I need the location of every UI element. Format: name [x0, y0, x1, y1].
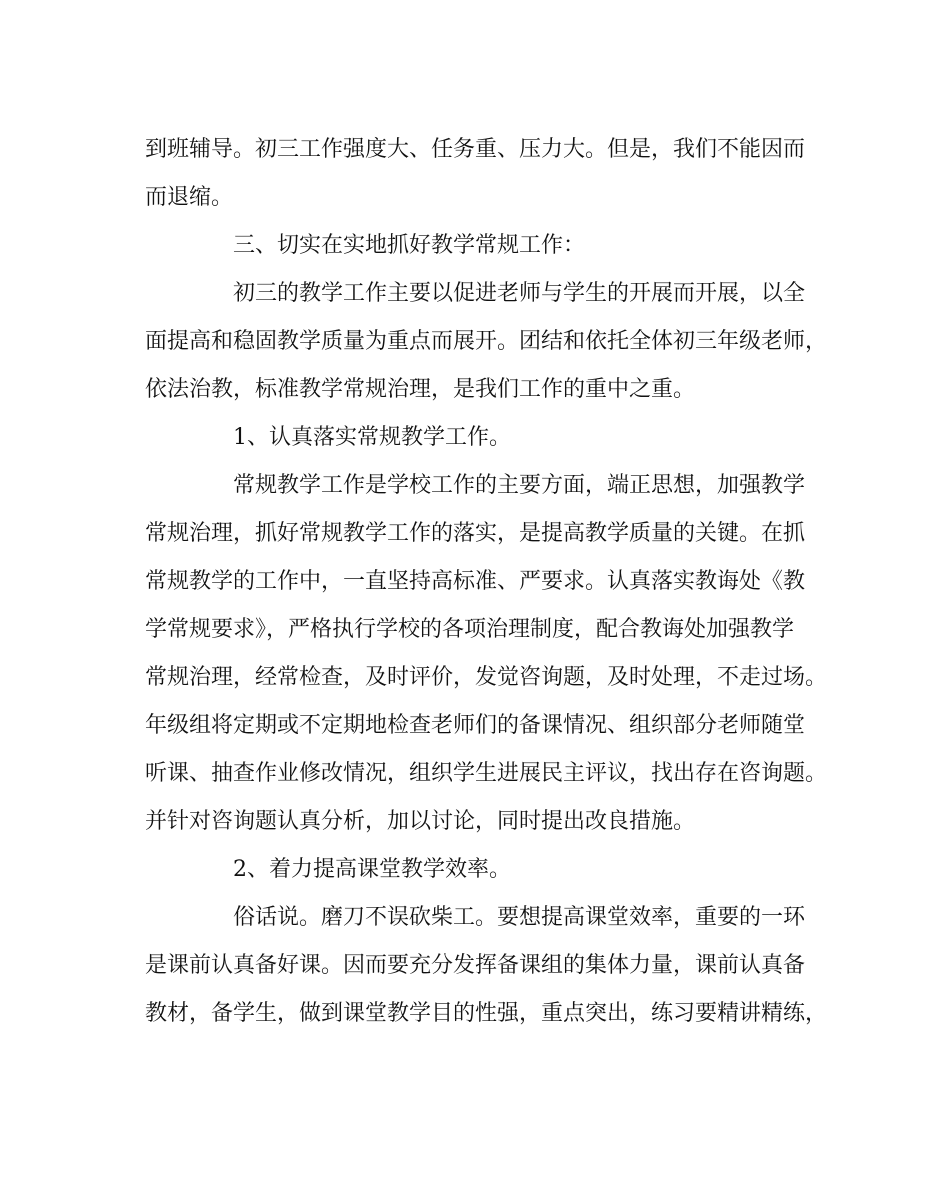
text-line: 常规教学工作是学校工作的主要方面，端正思想，加强教学 — [233, 473, 806, 498]
text-line: 初三的教学工作主要以促进老师与学生的开展而开展，以全 — [233, 281, 806, 306]
text-line: 是课前认真备好课。因而要充分发挥备课组的集体力量，课前认真备 — [145, 953, 806, 978]
document-body — [145, 126, 828, 1038]
text-line: 依法治教，标准教学常规治理，是我们工作的重中之重。 — [145, 377, 696, 402]
text-line: 常规治理，抓好常规教学工作的落实，是提高教学质量的关键。在抓 — [145, 521, 806, 546]
subsection-heading: 1、认真落实常规教学工作。 — [233, 425, 511, 450]
text-line: 到班辅导。初三工作强度大、任务重、压力大。但是，我们不能因而 — [145, 137, 806, 162]
text-line: 学常规要求》，严格执行学校的各项治理制度，配合教诲处加强教学 — [145, 617, 795, 642]
text-line: 常规教学的工作中，一直坚持高标准、严要求。认真落实教诲处《教 — [145, 569, 806, 594]
text-line: 俗话说。磨刀不误砍柴工。要想提高课堂效率，重要的一环 — [233, 905, 806, 930]
text-line: 听课、抽查作业修改情况，组织学生进展民主评议，找出存在咨询题。 — [145, 761, 828, 786]
section-heading: 三、切实在实地抓好教学常规工作： — [233, 233, 586, 258]
text-line: 而退缩。 — [145, 185, 234, 210]
text-line: 并针对咨询题认真分析，加以讨论，同时提出改良措施。 — [145, 809, 696, 834]
text-line: 面提高和稳固教学质量为重点而展开。团结和依托全体初三年级老师， — [145, 329, 828, 354]
text-line: 常规治理，经常检查，及时评价，发觉咨询题，及时处理，不走过场。 — [145, 665, 828, 690]
text-line: 教材，备学生，做到课堂教学目的性强，重点突出，练习要精讲精练， — [145, 1001, 828, 1026]
subsection-heading: 2、着力提高课堂教学效率。 — [233, 857, 511, 882]
text-line: 年级组将定期或不定期地检查老师们的备课情况、组织部分老师随堂 — [145, 713, 806, 738]
